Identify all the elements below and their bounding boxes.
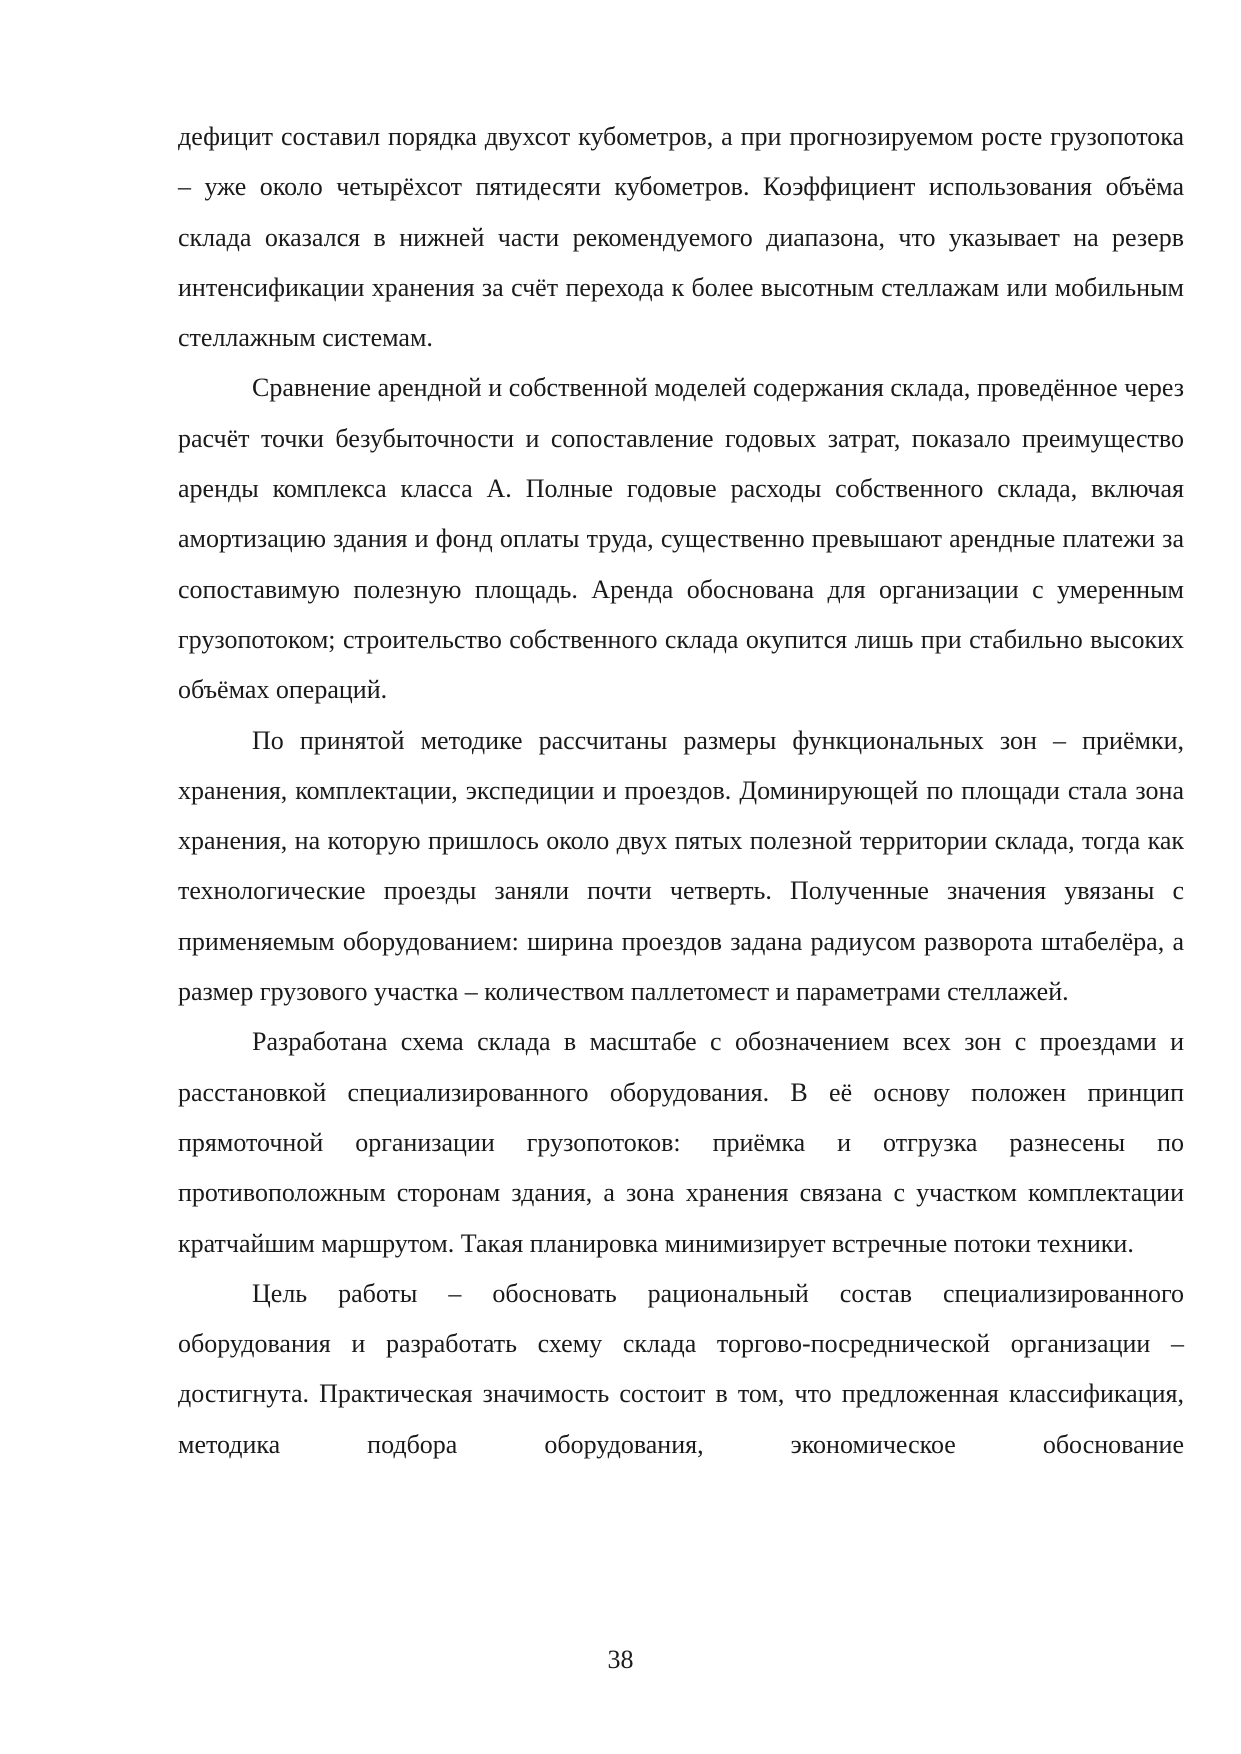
page-number: 38 (607, 1645, 634, 1674)
paragraph-goal-achieved: Цель работы – обосновать рациональный состав специализированного оборудования и разработать схему склада торгово-посреднической организации – достигнута. Практическая значимость состоит в том, что предложенная классификация, методика подбора оборудования, экономическое обоснование (178, 1278, 1184, 1459)
paragraph-functional-zones: По принятой методике рассчитаны размеры функциональных зон – приёмки, хранения, комплектации, экспедиции и проездов. Доминирующей по площади стала зона хранения, на которую пришлось около двух пятых полезной территории склада, тогда как технологические проезды заняли почти четверть. Полученные значения увязаны с применяемым оборудованием: ширина проездов задана радиусом разворота штабелёра, а размер грузового участка – количеством паллетомест и параметрами стеллажей. (178, 725, 1184, 1007)
paragraph-rent-vs-own: Сравнение арендной и собственной моделей содержания склада, проведённое через расчёт точки безубыточности и сопоставление годовых затрат, показало преимущество аренды комплекса класса А. Полные годовые расходы собственного склада, включая амортизацию здания и фонд оплаты труда, существенно превышают арендные платежи за сопоставимую полезную площадь. Аренда обоснована для организации с умеренным грузопотоком; строительство собственного склада окупится лишь при стабильно высоких объёмах операций. (178, 373, 1184, 705)
body-text (178, 112, 1184, 1470)
paragraph-warehouse-scheme: Разработана схема склада в масштабе с обозначением всех зон с проездами и расстановкой специализированного оборудования. В её основу положен принцип прямоточной организации грузопотоков: приёмка и отгрузка разнесены по противоположным сторонам здания, а зона хранения связана с участком комплектации кратчайшим маршрутом. Такая планировка минимизирует встречные потоки техники. (178, 1027, 1184, 1258)
paragraph-continuation: дефицит составил порядка двухсот кубометров, а при прогнозируемом росте грузопотока – уже около четырёхсот пятидесяти кубометров. Коэффициент использования объёма склада оказался в нижней части рекомендуемого диапазона, что указывает на резерв интенсификации хранения за счёт перехода к более высотным стеллажам или мобильным стеллажным системам. (178, 122, 1184, 353)
